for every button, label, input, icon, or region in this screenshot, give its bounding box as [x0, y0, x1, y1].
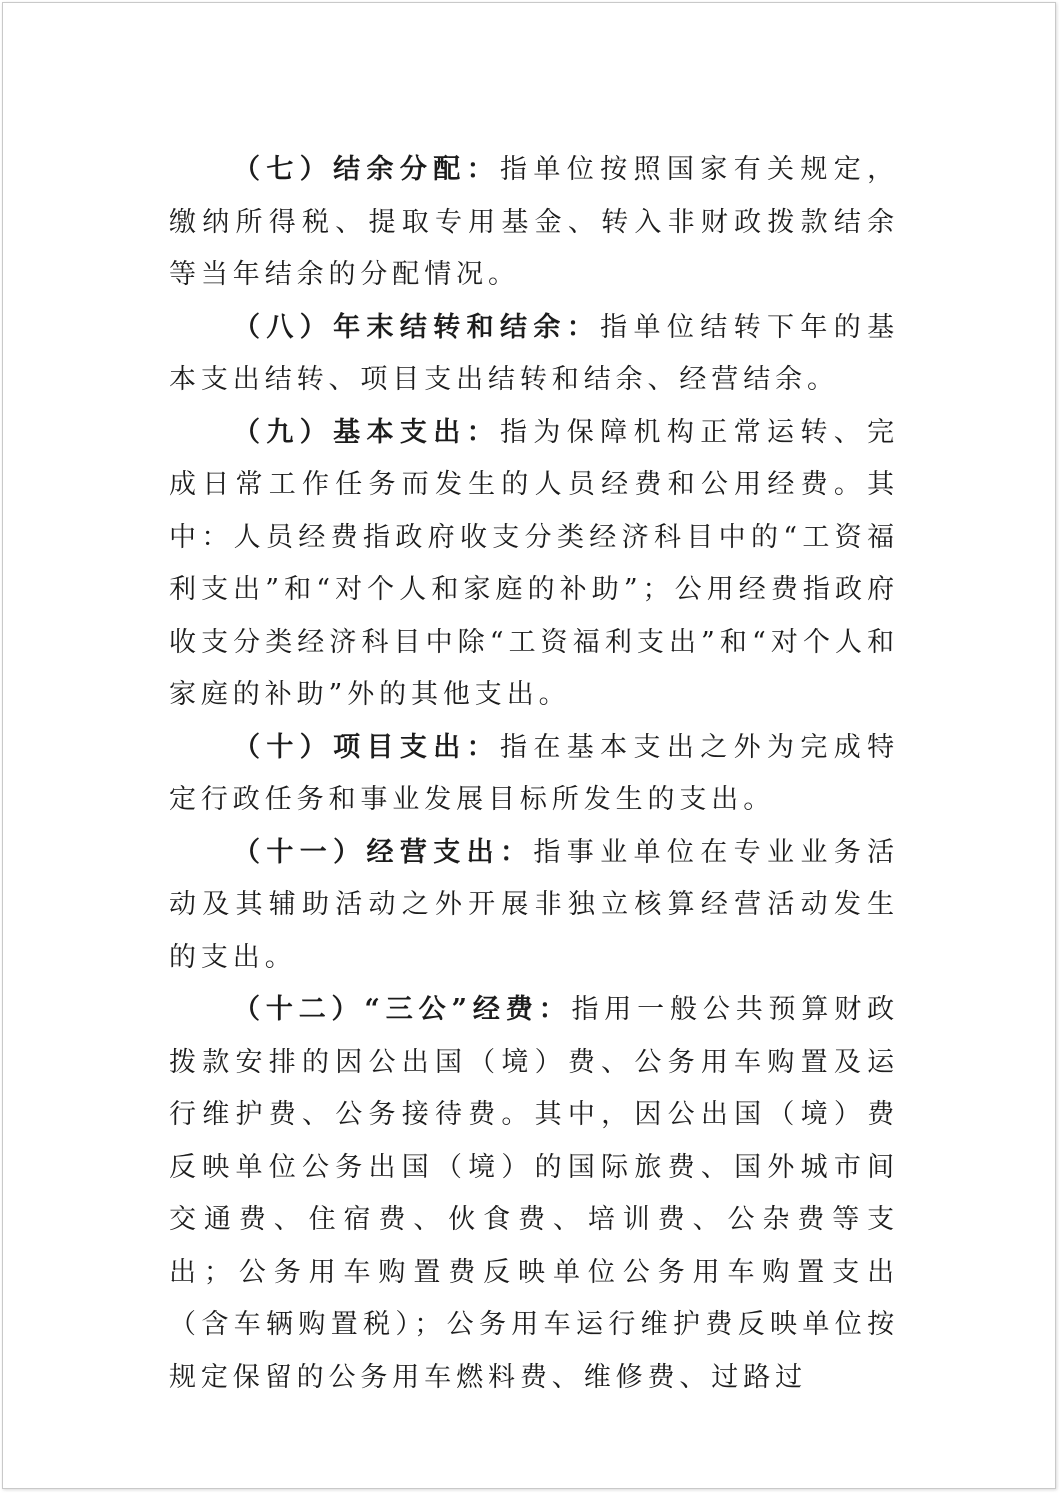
term-heading: （十一）经营支出：: [233, 836, 534, 868]
term-heading: （八）年末结转和结余：: [233, 311, 601, 343]
term-heading: （十）项目支出：: [233, 731, 500, 763]
document-page: [2, 2, 1056, 1489]
paragraph-operating-expenditure: [169, 827, 899, 985]
term-heading: （十二）“三公”经费：: [233, 994, 572, 1025]
document-body: [169, 144, 899, 1404]
term-definition: 指事业单位在专业业务活动及其辅助活动之外开展非独立核算经营活动发生的支出。: [169, 836, 899, 973]
paragraph-year-end-carryover: [169, 302, 899, 407]
paragraph-project-expenditure: [169, 722, 899, 827]
paragraph-basic-expenditure: [169, 407, 899, 722]
term-heading: （九）基本支出：: [233, 416, 500, 448]
term-definition: 指单位结转下年的基本支出结转、项目支出结转和结余、经营结余。: [169, 311, 899, 395]
paragraph-three-public-expenses: [169, 984, 899, 1404]
term-definition: 指单位按照国家有关规定，缴纳所得税、提取专用基金、转入非财政拨款结余等当年结余的分配情况。: [169, 154, 899, 290]
term-definition: 指为保障机构正常运转、完成日常工作任务而发生的人员经费和公用经费。其中：人员经费指政府收支分类经济科目中的“工资福利支出”和“对个人和家庭的补助”；公用经费指政府收支分类经济科目中除“工资福利支出”和“对个人和家庭的补助”外的其他支出。: [169, 416, 899, 710]
term-heading: （七）结余分配：: [233, 154, 500, 185]
term-definition: 指在基本支出之外为完成特定行政任务和事业发展目标所发生的支出。: [169, 731, 899, 815]
term-definition: 指用一般公共预算财政拨款安排的因公出国（境）费、公务用车购置及运行维护费、公务接待费。其中，因公出国（境）费反映单位公务出国（境）的国际旅费、国外城市间交通费、住宿费、伙食费、培训费、公杂费等支出；公务用车购置费反映单位公务用车购置支出（含车辆购置税）；公务用车运行维护费反映单位按规定保留的公务用车燃料费、维修费、过路过: [169, 994, 900, 1393]
paragraph-surplus-distribution: [169, 144, 899, 302]
